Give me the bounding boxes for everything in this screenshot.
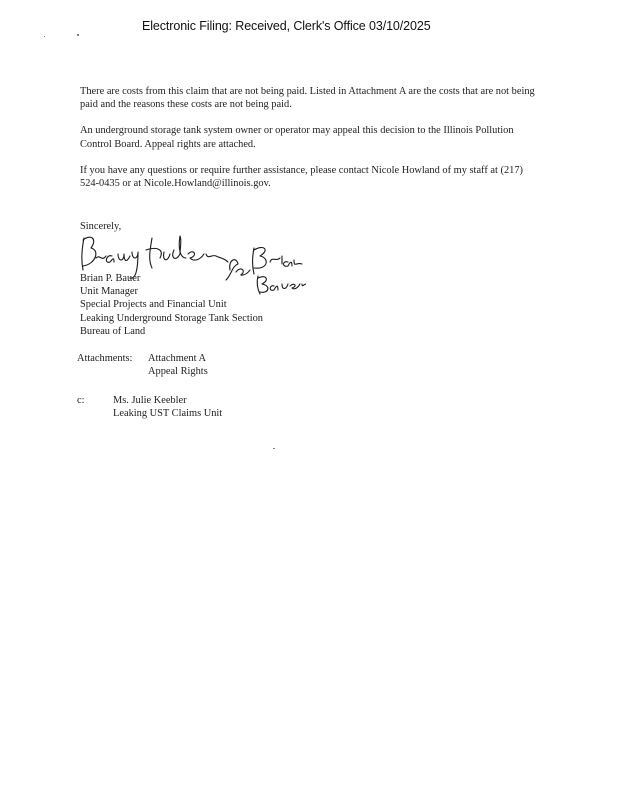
signer-section: Leaking Underground Storage Tank Section <box>80 312 263 324</box>
signer-title: Unit Manager <box>80 286 138 298</box>
electronic-filing-stamp: Electronic Filing: Received, Clerk's Office 03/10/2025 <box>142 19 431 33</box>
signer-name: Brian P. Bauer <box>80 273 141 284</box>
attachments-label: Attachments: <box>77 353 133 364</box>
cc-recipient: Ms. Julie Keebler <box>113 395 187 406</box>
attachment-item: Appeal Rights <box>148 366 208 378</box>
scan-speck <box>273 448 275 449</box>
letter-body <box>80 85 540 203</box>
contact-paragraph: If you have any questions or require further assistance, please contact Nicole Howland of my staff at (217) 524-0435 or at Nicole.Howland@illinois.gov. <box>80 164 523 190</box>
scan-speck <box>77 34 79 36</box>
cc-block <box>77 394 222 420</box>
cc-recipient: Leaking UST Claims Unit <box>113 408 223 420</box>
attachments-block <box>77 352 208 378</box>
costs-paragraph: There are costs from this claim that are not being paid. Listed in Attachment A are the costs that are not being paid and the reasons these costs are not being paid. <box>80 86 535 111</box>
scan-speck <box>44 36 45 37</box>
signer-bureau: Bureau of Land <box>80 325 146 337</box>
salutation: Sincerely, <box>80 221 122 232</box>
signer-unit: Special Projects and Financial Unit <box>80 299 227 311</box>
appeal-paragraph: An underground storage tank system owner or operator may appeal this decision to the Illinois Pollution Control Board. Appeal rights are attached. <box>80 125 514 150</box>
attachment-item: Attachment A <box>148 353 207 364</box>
signature-block <box>80 272 263 338</box>
cc-label: c: <box>77 395 85 406</box>
